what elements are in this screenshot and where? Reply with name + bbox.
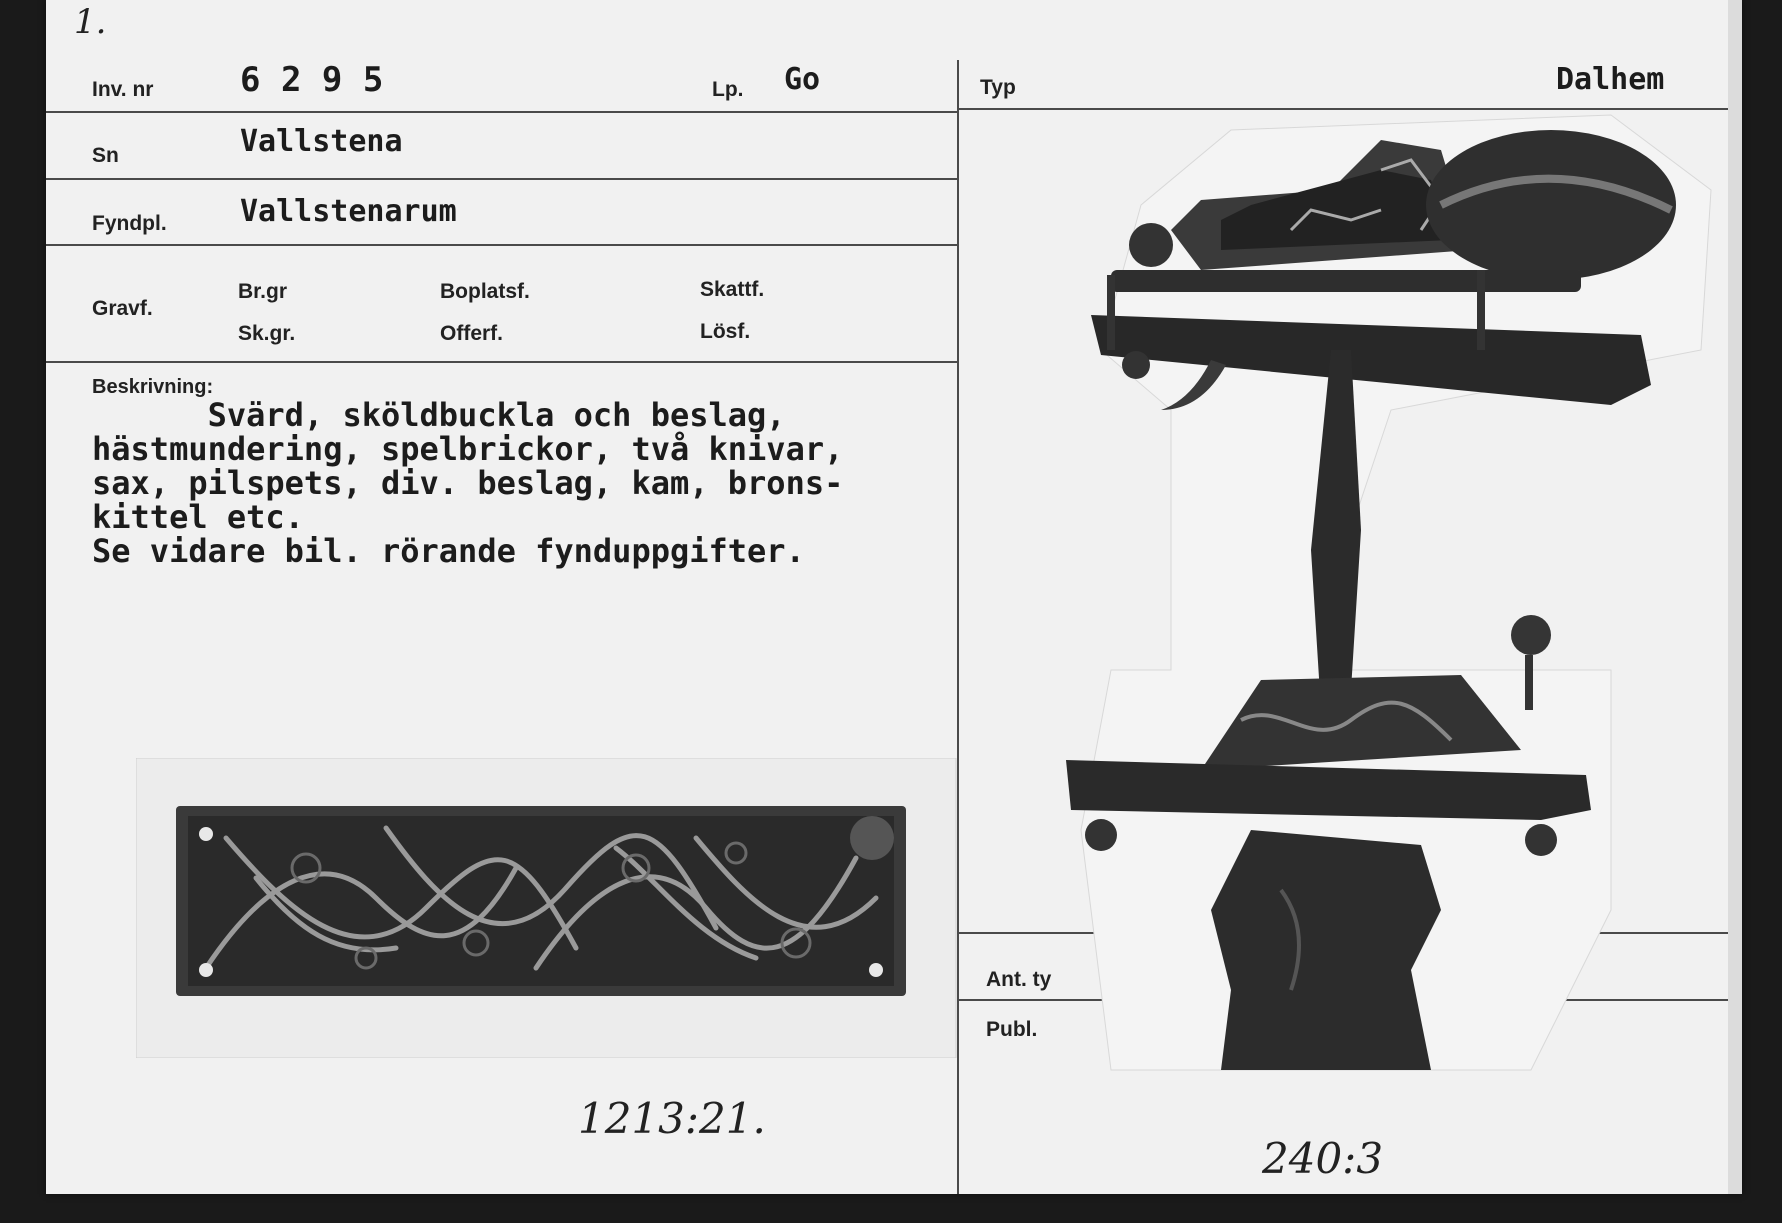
lp-value: Go: [784, 62, 821, 97]
catalog-card: [46, 0, 1742, 1194]
description-line: hästmundering, spelbrickor, två knivar,: [92, 430, 844, 468]
sn-label: Sn: [92, 144, 119, 167]
inv-value: 6 2 9 5: [240, 60, 384, 100]
skattf-label: Skattf.: [700, 278, 765, 301]
inv-label: Inv. nr: [92, 78, 154, 101]
sword-hilt-photo: [1051, 110, 1756, 1080]
fyndpl-value: Vallstenarum: [240, 194, 457, 229]
fyndpl-label: Fyndpl.: [92, 212, 167, 235]
typ-label: Typ: [980, 76, 1016, 99]
description: [92, 398, 992, 568]
skgr-label: Sk.gr.: [238, 322, 296, 345]
corner-mark: 1.: [74, 2, 107, 42]
handwritten-left: 1213:21.: [578, 1094, 766, 1143]
sn-value: Vallstena: [240, 124, 403, 159]
typ-value: Dalhem: [1556, 62, 1665, 97]
losf-label: Lösf.: [700, 320, 751, 343]
rule-sn: [46, 178, 958, 180]
offerf-label: Offerf.: [440, 322, 503, 345]
publ-label: Publ.: [986, 1018, 1038, 1041]
mount-photo: [136, 758, 1016, 1058]
description-line: Se vidare bil. rörande fynduppgifter.: [92, 532, 805, 570]
description-line: kittel etc.: [92, 498, 304, 536]
rule-header-left: [46, 111, 958, 113]
description-line: Svärd, sköldbuckla och beslag,: [92, 396, 786, 434]
boplatsf-label: Boplatsf.: [440, 280, 530, 303]
description-line: sax, pilspets, div. beslag, kam, brons-: [92, 464, 844, 502]
beskrivning-label: Beskrivning:: [92, 376, 214, 398]
brgr-label: Br.gr: [238, 280, 288, 303]
lp-label: Lp.: [712, 78, 744, 101]
rule-fyndpl: [46, 244, 958, 246]
handwritten-right: 240:3: [1262, 1134, 1384, 1183]
ant-label: Ant. ty: [986, 968, 1052, 991]
rule-gravf: [46, 361, 958, 363]
gravf-label: Gravf.: [92, 297, 153, 320]
